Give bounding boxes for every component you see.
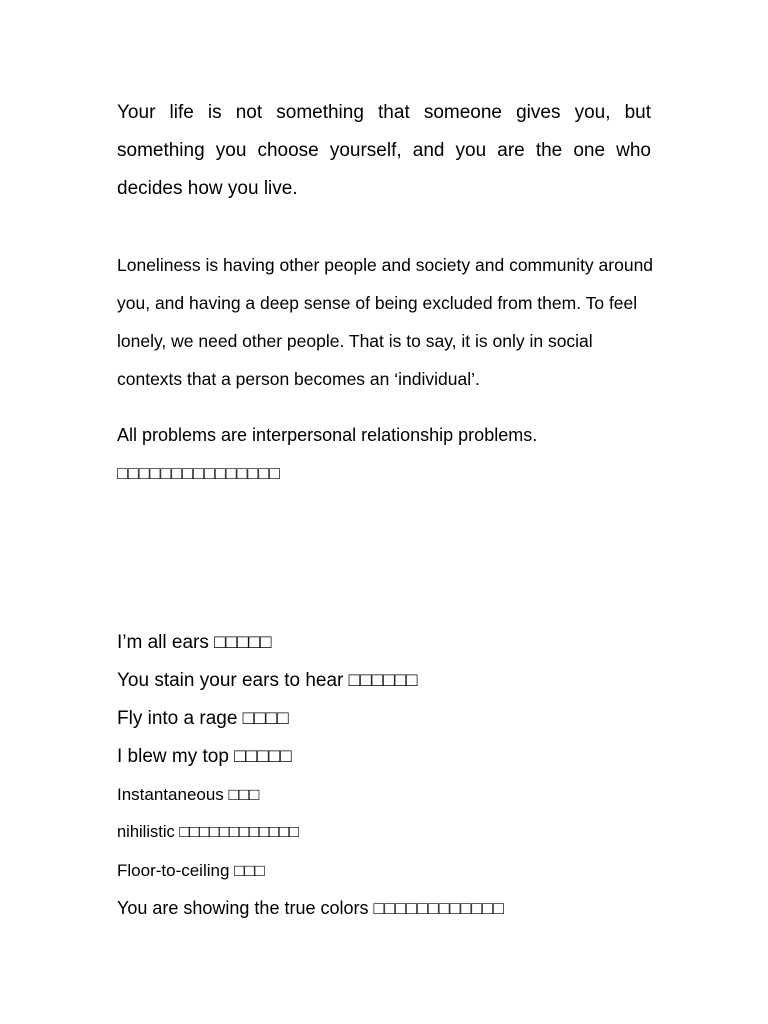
phrase-line: nihilistic □□□□□□□□□□□□ xyxy=(117,823,299,841)
phrase-line: You stain your ears to hear □□□□□□ xyxy=(117,670,418,691)
phrase-line: I blew my top □□□□□ xyxy=(117,746,292,767)
paragraph-life: Your life is not something that someone gives you, but something you choose yourself, and you are the one who decides how you live. xyxy=(117,102,651,199)
phrase-line: You are showing the true colors □□□□□□□□□□□□ xyxy=(117,898,504,918)
phrase-line: Fly into a rage □□□□ xyxy=(117,708,289,729)
paragraph-loneliness: Loneliness is having other people and society and community around you, and having a deep sense of being excluded from them. To feel lonely, we need other people. That is to say, it is only in social contexts that a person becomes an ‘individual’. xyxy=(117,255,654,389)
paragraph-problems-translation: □□□□□□□□□□□□□□□ xyxy=(117,463,281,483)
phrase-line: I’m all ears □□□□□ xyxy=(117,632,272,653)
phrase-line: Instantaneous □□□ xyxy=(117,785,260,804)
paragraph-problems: All problems are interpersonal relationship problems. xyxy=(117,425,538,445)
phrase-line: Floor-to-ceiling □□□ xyxy=(117,861,265,880)
